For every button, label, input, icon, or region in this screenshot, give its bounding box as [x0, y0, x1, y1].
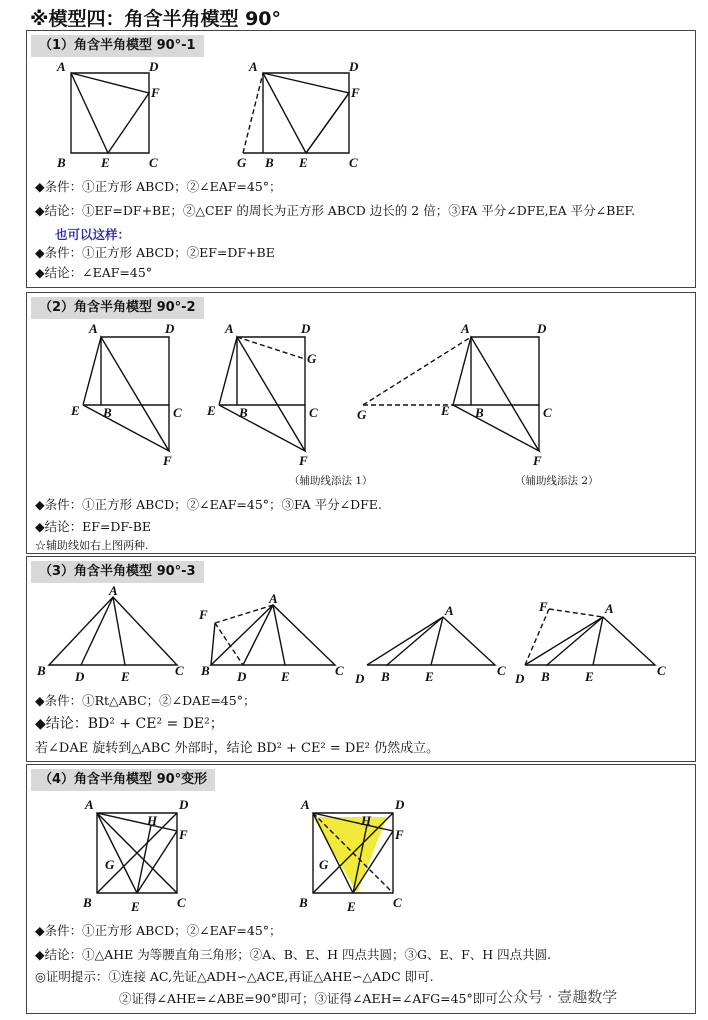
svg-text:E: E	[131, 899, 140, 914]
square-abcd	[71, 73, 149, 153]
svg-text:H: H	[147, 813, 158, 828]
caption-aux-2: （辅助线添法 2）	[515, 475, 599, 487]
svg-text:F: F	[539, 599, 548, 614]
watermark: 公众号 · 壹趣数学	[498, 988, 618, 1006]
svg-text:E: E	[207, 403, 216, 418]
svg-text:B: B	[57, 155, 66, 170]
svg-text:B: B	[239, 405, 248, 420]
svg-text:A: A	[109, 583, 118, 598]
svg-text:C: C	[175, 663, 184, 678]
svg-text:C: C	[173, 405, 182, 420]
s1-line-2: ◆结论：①EF=DF+BE；②△CEF 的周长为正方形 ABCD 边长的 2 倍；③FA 平分∠DFE,EA 平分∠BEF.	[35, 203, 636, 218]
svg-text:D: D	[395, 797, 405, 812]
s3-line-2: ◆结论：BD² + CE² = DE²；	[35, 716, 224, 732]
section-3	[26, 556, 696, 762]
section-2-heading: （2）角含半角模型 90°-2	[31, 297, 204, 319]
page-title: ※模型四：角含半角模型 90°	[30, 8, 282, 30]
section-1	[26, 30, 696, 288]
section-1-heading: （1）角含半角模型 90°-1	[31, 35, 204, 57]
svg-text:A: A	[445, 603, 454, 618]
s2-line-1: ◆条件：①正方形 ABCD；②∠EAF=45°；③FA 平分∠DFE.	[35, 497, 382, 512]
s1-line-5: ◆结论：∠EAF=45°	[35, 265, 153, 280]
svg-text:F: F	[199, 607, 208, 622]
svg-text:B: B	[475, 405, 484, 420]
caption-aux-1: （辅助线添法 1）	[289, 475, 373, 487]
s1-line-3: 也可以这样：	[55, 227, 131, 242]
svg-text:D: D	[179, 797, 189, 812]
s2-line-2: ◆结论：EF=DF-BE	[35, 519, 152, 534]
svg-text:E: E	[101, 155, 110, 170]
svg-text:A: A	[605, 601, 614, 616]
s1-line-1: ◆条件：①正方形 ABCD；②∠EAF=45°；	[35, 179, 282, 194]
svg-text:C: C	[657, 663, 666, 678]
svg-text:F: F	[163, 453, 172, 468]
svg-text:C: C	[543, 405, 552, 420]
s1-line-4: ◆条件：①正方形 ABCD；②EF=DF+BE	[35, 245, 275, 260]
svg-text:E: E	[71, 403, 80, 418]
svg-text:E: E	[425, 669, 434, 684]
svg-text:F: F	[533, 453, 542, 468]
svg-text:F: F	[179, 827, 188, 842]
svg-text:D: D	[537, 321, 547, 336]
svg-text:C: C	[177, 895, 186, 910]
svg-text:F: F	[299, 453, 308, 468]
section-4	[26, 764, 696, 1014]
s4-line-1: ◆条件：①正方形 ABCD；②∠EAF=45°；	[35, 923, 282, 938]
s4-line-2: ◆结论：①△AHE 为等腰直角三角形；②A、B、E、H 四点共圆；③G、E、F、H 四点共圆.	[35, 947, 552, 962]
svg-text:D: D	[355, 671, 365, 686]
svg-text:A: A	[57, 59, 66, 74]
svg-text:C: C	[149, 155, 158, 170]
svg-text:G: G	[319, 857, 329, 872]
svg-text:B: B	[541, 669, 550, 684]
svg-text:B: B	[201, 663, 210, 678]
svg-text:E: E	[281, 669, 290, 684]
svg-text:A: A	[249, 59, 258, 74]
svg-text:C: C	[497, 663, 506, 678]
s3-line-3: 若∠DAE 旋转到△ABC 外部时，结论 BD² + CE² = DE² 仍然成立。	[35, 741, 440, 756]
svg-text:D: D	[301, 321, 311, 336]
svg-text:C: C	[335, 663, 344, 678]
svg-text:D: D	[349, 59, 359, 74]
section-3-heading: （3）角含半角模型 90°-3	[31, 561, 204, 583]
svg-text:E: E	[585, 669, 594, 684]
s4-line-3: ◎证明提示：①连接 AC,先证△ADH∽△ACE,再证△AHE∽△ADC 即可.	[35, 969, 434, 984]
svg-text:D: D	[149, 59, 159, 74]
svg-text:D: D	[237, 669, 247, 684]
svg-text:E: E	[121, 669, 130, 684]
svg-text:A: A	[85, 797, 94, 812]
svg-text:B: B	[265, 155, 274, 170]
svg-text:F: F	[351, 85, 360, 100]
svg-text:B: B	[37, 663, 46, 678]
svg-text:G: G	[357, 407, 367, 422]
svg-text:A: A	[89, 321, 98, 336]
svg-text:G: G	[237, 155, 247, 170]
s2-line-3: ☆辅助线如右上图两种.	[35, 539, 149, 552]
svg-text:B: B	[83, 895, 92, 910]
svg-text:A: A	[269, 591, 278, 606]
svg-text:C: C	[349, 155, 358, 170]
svg-text:A: A	[461, 321, 470, 336]
s3-line-1: ◆条件：①Rt△ABC；②∠DAE=45°；	[35, 693, 256, 708]
svg-text:B: B	[381, 669, 390, 684]
svg-text:H: H	[361, 813, 372, 828]
svg-text:D: D	[165, 321, 175, 336]
section-4-heading: （4）角含半角模型 90°变形	[31, 769, 215, 791]
s4-line-4: ②证得∠AHE=∠ABE=90°即可；③证得∠AEH=∠AFG=45°即可.	[119, 991, 502, 1006]
svg-text:F: F	[395, 827, 404, 842]
svg-text:C: C	[309, 405, 318, 420]
triangle-aef	[71, 73, 149, 153]
svg-text:E: E	[441, 403, 450, 418]
svg-text:D: D	[75, 669, 85, 684]
svg-text:F: F	[151, 85, 160, 100]
svg-text:A: A	[225, 321, 234, 336]
svg-text:E: E	[299, 155, 308, 170]
section-2-figures	[27, 293, 697, 555]
svg-text:A: A	[301, 797, 310, 812]
section-2	[26, 292, 696, 554]
svg-text:D: D	[515, 671, 525, 686]
square-abcd-2	[263, 73, 349, 153]
svg-text:E: E	[347, 899, 356, 914]
svg-text:B: B	[103, 405, 112, 420]
svg-text:G: G	[105, 857, 115, 872]
svg-text:B: B	[299, 895, 308, 910]
svg-text:G: G	[307, 351, 317, 366]
svg-text:C: C	[393, 895, 402, 910]
